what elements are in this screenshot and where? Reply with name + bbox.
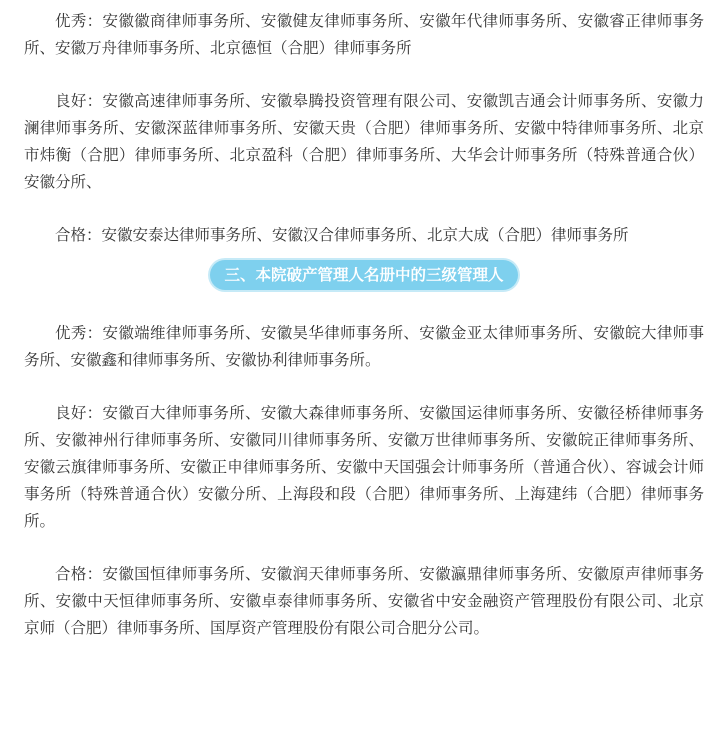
spacer <box>24 196 704 222</box>
paragraph-excellent-top: 优秀：安徽徽商律师事务所、安徽健友律师事务所、安徽年代律师事务所、安徽睿正律师事务所、安徽万舟律师事务所、北京德恒（合肥）律师事务所 <box>24 12 704 57</box>
spacer <box>24 62 704 88</box>
paragraph-good-top: 良好：安徽高速律师事务所、安徽皋腾投资管理有限公司、安徽凯吉通会计师事务所、安徽力澜律师事务所、安徽深蓝律师事务所、安徽天贵（合肥）律师事务所、安徽中特律师事务所、北京市炜衡（合肥）律师事务所、北京盈科（合肥）律师事务所、大华会计师事务所（特殊普通合伙）安徽分所、 <box>24 92 704 191</box>
paragraph-qualified-top: 合格：安徽安泰达律师事务所、安徽汉合律师事务所、北京大成（合肥）律师事务所 <box>55 226 629 244</box>
section-heading-wrap <box>24 260 704 294</box>
document-body <box>24 8 704 642</box>
section-title-badge: 三、本院破产管理人名册中的三级管理人 <box>210 260 517 290</box>
spacer <box>24 374 704 400</box>
paragraph-good-level3: 良好：安徽百大律师事务所、安徽大森律师事务所、安徽国运律师事务所、安徽径桥律师事务所、安徽神州行律师事务所、安徽同川律师事务所、安徽万世律师事务所、安徽皖正律师事务所、安徽云旗律师事务所、安徽正申律师事务所、安徽中天国强会计师事务所（普通合伙）、容诚会计师事务所（特殊普通合伙）安徽分所、上海段和段（合肥）律师事务所、上海建纬（合肥）律师事务所。 <box>24 404 704 530</box>
paragraph-excellent-level3: 优秀：安徽端维律师事务所、安徽昊华律师事务所、安徽金亚太律师事务所、安徽皖大律师事务所、安徽鑫和律师事务所、安徽协利律师事务所。 <box>24 324 704 369</box>
spacer <box>24 535 704 561</box>
paragraph-qualified-level3: 合格：安徽国恒律师事务所、安徽润天律师事务所、安徽瀛鼎律师事务所、安徽原声律师事务所、安徽中天恒律师事务所、安徽卓泰律师事务所、安徽省中安金融资产管理股份有限公司、北京京师（合肥）律师事务所、国厚资产管理股份有限公司合肥分公司。 <box>24 565 704 637</box>
